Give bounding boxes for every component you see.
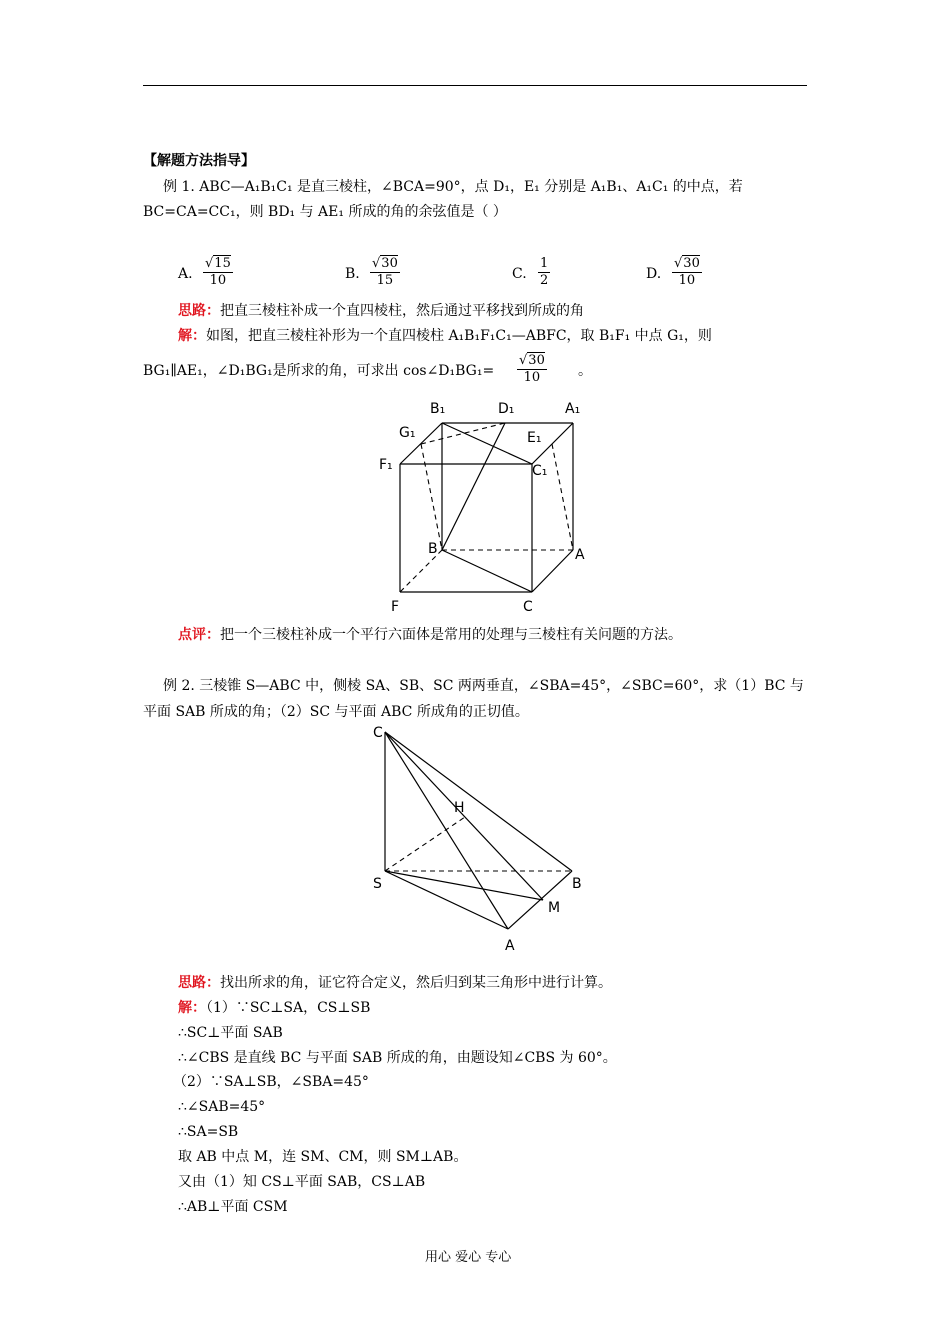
step-text: （1）∵SC⊥SA，CS⊥SB bbox=[206, 1000, 371, 1016]
label-a1: A₁ bbox=[565, 401, 581, 417]
ex2-solution-step-3: ∴∠CBS 是直线 BC 与平面 SAB 所成的角，由题设知∠CBS 为 60°。 bbox=[178, 1050, 617, 1066]
solution-label: 解： bbox=[178, 328, 206, 344]
idea-label: 思路： bbox=[178, 975, 220, 991]
page-footer: 用心 爱心 专心 bbox=[425, 1250, 512, 1265]
ex1-comment bbox=[178, 626, 682, 644]
edge-b-c bbox=[442, 550, 532, 592]
comment-text: 把一个三棱柱补成一个平行六面体是常用的处理与三棱柱有关问题的方法。 bbox=[220, 627, 682, 643]
ex1-solution-line2: BG₁∥AE₁，∠D₁BG₁是所求的角，可求出 cos∠D₁BG₁= bbox=[143, 363, 495, 379]
label-a: A bbox=[575, 547, 585, 563]
label-f1: F₁ bbox=[379, 457, 393, 473]
ex1-solution-line1 bbox=[178, 327, 712, 345]
ex1-idea bbox=[178, 302, 584, 320]
segment-b-d1 bbox=[442, 423, 505, 550]
option-label: D. bbox=[646, 266, 662, 282]
section-title: 【解题方法指导】 bbox=[143, 153, 255, 169]
label-c1: C₁ bbox=[532, 463, 548, 479]
label-s: S bbox=[373, 876, 382, 892]
label-f: F bbox=[391, 599, 400, 615]
label-c: C bbox=[523, 599, 533, 615]
edge-b1-c1 bbox=[442, 423, 532, 464]
ex1-problem-line2: BC=CA=CC₁，则 BD₁ 与 AE₁ 所成的角的余弦值是（ ） bbox=[143, 204, 507, 220]
edge-a-c bbox=[532, 550, 573, 592]
ex1-solution-fraction: $\frac{√30}{10}$ bbox=[519, 353, 545, 385]
ex2-figure bbox=[360, 722, 600, 957]
ex1-solution-end: 。 bbox=[578, 363, 592, 379]
ex1-problem-line1: 例 1. ABC—A₁B₁C₁ 是直三棱柱，∠BCA=90°，点 D₁，E₁ 分别是 A₁B₁、A₁C₁ 的中点，若 bbox=[163, 179, 743, 195]
label-b: B bbox=[428, 541, 438, 557]
label-m: M bbox=[548, 900, 561, 916]
label-d1: D₁ bbox=[498, 401, 515, 417]
ex2-solution-step-5: ∴∠SAB=45° bbox=[178, 1099, 266, 1115]
ex2-solution-step-1 bbox=[178, 999, 370, 1017]
comment-label: 点评： bbox=[178, 627, 220, 643]
hidden-segment-g1-d1 bbox=[421, 423, 505, 444]
option-fraction: $\frac{√15}{10}$ bbox=[205, 256, 231, 288]
option-label: B. bbox=[345, 266, 360, 282]
ex2-solution-step-2: ∴SC⊥平面 SAB bbox=[178, 1025, 283, 1041]
option-fraction: $\frac{√30}{15}$ bbox=[372, 256, 398, 288]
ex2-problem-line1: 例 2. 三棱锥 S—ABC 中，侧棱 SA、SB、SC 两两垂直，∠SBA=45°，∠SBC=60°，求（1）BC 与 bbox=[163, 678, 804, 694]
label-a: A bbox=[505, 938, 515, 954]
label-c: C bbox=[373, 725, 383, 741]
label-b: B bbox=[572, 876, 582, 892]
ex2-solution-step-4: （2）∵SA⊥SB，∠SBA=45° bbox=[173, 1074, 369, 1090]
ex1-figure bbox=[360, 395, 600, 620]
ex2-solution-step-6: ∴SA=SB bbox=[178, 1124, 239, 1140]
label-e1: E₁ bbox=[527, 430, 542, 446]
hidden-segment-g1-b bbox=[421, 444, 442, 550]
header-rule bbox=[143, 85, 807, 86]
hidden-segment-s-h bbox=[385, 817, 465, 871]
idea-label: 思路： bbox=[178, 303, 220, 319]
solution-label: 解： bbox=[178, 1000, 206, 1016]
edge-a-b bbox=[508, 871, 572, 929]
hidden-segment-e1-a bbox=[552, 444, 573, 550]
label-h: H bbox=[454, 800, 465, 816]
ex2-solution-step-7: 取 AB 中点 M，连 SM、CM，则 SM⊥AB。 bbox=[178, 1149, 468, 1165]
ex2-idea bbox=[178, 974, 612, 992]
label-b1: B₁ bbox=[430, 401, 446, 417]
solution-text: 如图，把直三棱柱补形为一个直四棱柱 A₁B₁F₁C₁—ABFC，取 B₁F₁ 中点 G₁，则 bbox=[206, 328, 712, 344]
ex2-problem-line2: 平面 SAB 所成的角；（2）SC 与平面 ABC 所成角的正切值。 bbox=[143, 704, 529, 720]
option-fraction: $\frac{1}{2}$ bbox=[540, 256, 549, 288]
option-label: A. bbox=[178, 266, 193, 282]
edge-c-b bbox=[385, 732, 572, 871]
ex2-solution-step-9: ∴AB⊥平面 CSM bbox=[178, 1199, 288, 1215]
option-label: C. bbox=[512, 266, 527, 282]
option-fraction: $\frac{√30}{10}$ bbox=[674, 256, 700, 288]
label-g1: G₁ bbox=[399, 425, 416, 441]
ex2-solution-step-8: 又由（1）知 CS⊥平面 SAB，CS⊥AB bbox=[178, 1174, 426, 1190]
idea-text: 把直三棱柱补成一个直四棱柱，然后通过平移找到所成的角 bbox=[220, 303, 584, 319]
idea-text: 找出所求的角，证它符合定义，然后归到某三角形中进行计算。 bbox=[220, 975, 612, 991]
